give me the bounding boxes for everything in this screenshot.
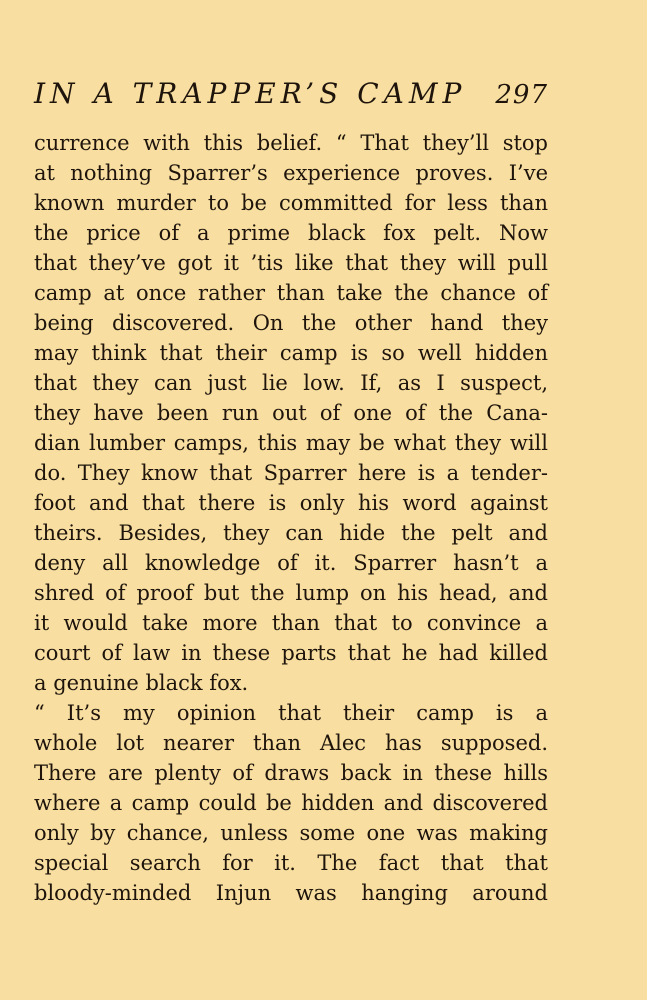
text-line: where a camp could be hidden and discovered — [34, 791, 548, 815]
text-line: that they’ve got it ’tis like that they will pull — [34, 251, 548, 275]
text-line: camp at once rather than take the chance of — [34, 281, 548, 305]
text-line: the price of a prime black fox pelt. Now — [34, 221, 548, 245]
text-line: they have been run out of one of the Cana- — [34, 401, 548, 425]
body-text — [34, 128, 548, 908]
text-line: may think that their camp is so well hidden — [34, 341, 548, 365]
page-number: 297 — [495, 80, 548, 110]
text-line: bloody-minded Injun was hanging around — [34, 881, 548, 905]
text-line: court of law in these parts that he had killed — [34, 641, 548, 665]
text-line: it would take more than that to convince a — [34, 611, 548, 635]
text-line: dian lumber camps, this may be what they will — [34, 431, 548, 455]
running-head — [34, 77, 548, 111]
text-line: at nothing Sparrer’s experience proves. I’ve — [34, 161, 548, 185]
text-line: foot and that there is only his word against — [34, 491, 548, 515]
text-line: being discovered. On the other hand they — [34, 311, 548, 335]
text-line: currence with this belief. “ That they’ll stop — [34, 131, 548, 155]
text-line: There are plenty of draws back in these hills — [34, 761, 548, 785]
text-line: do. They know that Sparrer here is a tender- — [34, 461, 548, 485]
text-line: theirs. Besides, they can hide the pelt and — [34, 521, 548, 545]
text-line: that they can just lie low. If, as I suspect, — [34, 371, 548, 395]
text-line: only by chance, unless some one was making — [34, 821, 548, 845]
text-line: whole lot nearer than Alec has supposed. — [34, 731, 548, 755]
text-line: special search for it. The fact that that — [34, 851, 548, 875]
text-line: a genuine black fox. — [34, 671, 249, 695]
text-line: deny all knowledge of it. Sparrer hasn’t a — [34, 551, 548, 575]
running-title: IN A TRAPPER’S CAMP — [34, 77, 467, 110]
text-line: shred of proof but the lump on his head, and — [34, 581, 548, 605]
text-line: known murder to be committed for less than — [34, 191, 548, 215]
text-line: “ It’s my opinion that their camp is a — [34, 701, 548, 725]
